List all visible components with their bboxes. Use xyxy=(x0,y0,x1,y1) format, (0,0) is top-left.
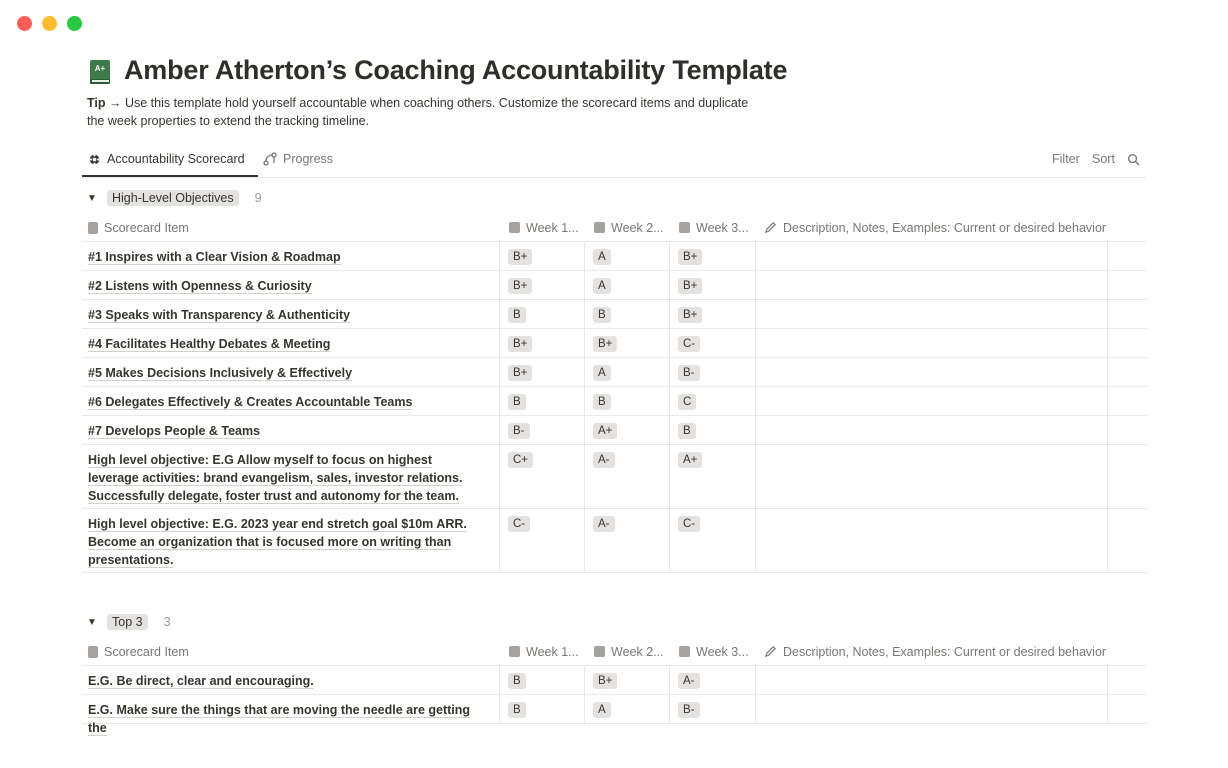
week-3-grade[interactable]: A+ xyxy=(678,452,702,468)
scorecard-item-name[interactable]: #6 Delegates Effectively & Creates Accountable Teams xyxy=(88,395,413,409)
scorecard-item-name[interactable]: High level objective: E.G Allow myself to focus on highest leverage activities: brand evangelism, sales, investor relations. Successfully delegate, foster trust and autonomy for the team. xyxy=(88,453,463,503)
column-label: Week 2... xyxy=(611,220,664,235)
table-row[interactable] xyxy=(82,242,1148,271)
table-header xyxy=(82,213,1148,242)
week-3-grade[interactable]: B+ xyxy=(678,249,702,265)
week-1-grade[interactable]: B+ xyxy=(508,278,532,294)
window-controls xyxy=(17,16,82,31)
scorecard-item-name[interactable]: High level objective: E.G. 2023 year end stretch goal $10m ARR. Become an organization that is focused more on writing than presentations. xyxy=(88,517,467,567)
table-header xyxy=(82,637,1148,666)
svg-text:A+: A+ xyxy=(94,64,106,73)
page-icon xyxy=(88,222,98,234)
scorecard-item-name[interactable]: #5 Makes Decisions Inclusively & Effectively xyxy=(88,366,353,380)
column-header-week-2[interactable] xyxy=(594,213,664,242)
week-2-grade[interactable]: B xyxy=(593,307,611,323)
scorecard-item-name[interactable]: #1 Inspires with a Clear Vision & Roadmap xyxy=(88,250,341,264)
week-3-grade[interactable]: C- xyxy=(678,336,700,352)
group-header-top-3 xyxy=(87,614,171,630)
table-row[interactable] xyxy=(82,387,1148,416)
week-2-grade[interactable]: A+ xyxy=(593,423,617,439)
table-row[interactable] xyxy=(82,509,1148,573)
scorecard-item-name[interactable]: E.G. Make sure the things that are moving the needle are getting the xyxy=(88,703,471,735)
column-header-description[interactable] xyxy=(764,637,1106,666)
week-1-grade[interactable]: B xyxy=(508,702,526,718)
tip-text: → Use this template hold yourself accountable when coaching others. Customize the scorecard items and duplicate the week properties to extend the tracking timeline. xyxy=(87,96,749,128)
select-property-icon xyxy=(594,646,605,657)
week-1-grade[interactable]: B xyxy=(508,394,526,410)
column-label: Scorecard Item xyxy=(104,644,189,659)
week-2-grade[interactable]: A- xyxy=(593,452,615,468)
week-1-grade[interactable]: B xyxy=(508,673,526,689)
table-row[interactable] xyxy=(82,695,1148,735)
minimize-window-button[interactable] xyxy=(42,16,57,31)
search-icon[interactable] xyxy=(1127,153,1140,166)
column-header-week-3[interactable] xyxy=(679,213,749,242)
scorecard-table-top-3 xyxy=(82,637,1148,735)
week-1-grade[interactable]: B xyxy=(508,307,526,323)
week-3-grade[interactable]: A- xyxy=(678,673,700,689)
scorecard-table-high-level-objectives xyxy=(82,213,1148,573)
week-2-grade[interactable]: B+ xyxy=(593,336,617,352)
week-1-grade[interactable]: C+ xyxy=(508,452,533,468)
week-2-grade[interactable]: A xyxy=(593,278,611,294)
database-views-bar xyxy=(82,146,1146,178)
pencil-icon xyxy=(764,221,777,234)
week-2-grade[interactable]: B xyxy=(593,394,611,410)
tip-callout xyxy=(87,94,767,130)
table-row[interactable] xyxy=(82,445,1148,509)
select-property-icon xyxy=(509,646,520,657)
week-1-grade[interactable]: C- xyxy=(508,516,530,532)
week-3-grade[interactable]: B xyxy=(678,423,696,439)
group-label: Top 3 xyxy=(107,614,148,630)
column-header-scorecard-item[interactable] xyxy=(88,637,189,666)
column-header-description[interactable] xyxy=(764,213,1106,242)
week-3-grade[interactable]: B- xyxy=(678,365,700,381)
week-3-grade[interactable]: B+ xyxy=(678,278,702,294)
column-label: Description, Notes, Examples: Current or desired behavior xyxy=(783,644,1107,659)
week-1-grade[interactable]: B- xyxy=(508,423,530,439)
column-label: Description, Notes, Examples: Current or desired behavior xyxy=(783,220,1107,235)
week-3-grade[interactable]: B+ xyxy=(678,307,702,323)
table-row[interactable] xyxy=(82,300,1148,329)
column-header-week-1[interactable] xyxy=(509,637,579,666)
group-label: High-Level Objectives xyxy=(107,190,239,206)
tab-progress[interactable] xyxy=(263,152,333,166)
tab-label: Accountability Scorecard xyxy=(107,152,245,166)
table-row[interactable] xyxy=(82,358,1148,387)
column-label: Week 1... xyxy=(526,644,579,659)
scorecard-item-name[interactable]: #3 Speaks with Transparency & Authenticity xyxy=(88,308,351,322)
active-tab-indicator xyxy=(82,175,258,177)
grade-book-icon[interactable] xyxy=(88,59,112,85)
week-3-grade[interactable]: C xyxy=(678,394,696,410)
column-header-week-1[interactable] xyxy=(509,213,579,242)
table-row[interactable] xyxy=(82,271,1148,300)
maximize-window-button[interactable] xyxy=(67,16,82,31)
sort-button[interactable]: Sort xyxy=(1092,152,1115,166)
table-row[interactable] xyxy=(82,416,1148,445)
page-title[interactable]: Amber Atherton’s Coaching Accountability Template xyxy=(124,55,788,85)
column-label: Week 2... xyxy=(611,644,664,659)
scorecard-item-name[interactable]: #4 Facilitates Healthy Debates & Meeting xyxy=(88,337,331,351)
select-property-icon xyxy=(509,222,520,233)
select-property-icon xyxy=(679,646,690,657)
chart-icon xyxy=(263,152,277,166)
group-count: 9 xyxy=(254,191,262,205)
week-2-grade[interactable]: A xyxy=(593,249,611,265)
week-3-grade[interactable]: C- xyxy=(678,516,700,532)
column-label: Scorecard Item xyxy=(104,220,189,235)
week-2-grade[interactable]: A xyxy=(593,702,611,718)
scorecard-item-name[interactable]: #7 Develops People & Teams xyxy=(88,424,261,438)
week-1-grade[interactable]: B+ xyxy=(508,249,532,265)
column-header-week-3[interactable] xyxy=(679,637,749,666)
week-1-grade[interactable]: B+ xyxy=(508,365,532,381)
group-header-high-level-objectives xyxy=(87,190,262,206)
pencil-icon xyxy=(764,645,777,658)
scorecard-item-name[interactable]: E.G. Be direct, clear and encouraging. xyxy=(88,674,314,688)
week-1-grade[interactable]: B+ xyxy=(508,336,532,352)
page-icon xyxy=(88,646,98,658)
column-label: Week 3... xyxy=(696,644,749,659)
close-window-button[interactable] xyxy=(17,16,32,31)
column-header-week-2[interactable] xyxy=(594,637,664,666)
group-count: 3 xyxy=(163,615,171,629)
column-label: Week 3... xyxy=(696,220,749,235)
table-row[interactable] xyxy=(82,329,1148,358)
tip-label: Tip xyxy=(87,96,106,110)
column-header-scorecard-item[interactable] xyxy=(88,213,189,242)
select-property-icon xyxy=(594,222,605,233)
week-3-grade[interactable]: B- xyxy=(678,702,700,718)
filter-button[interactable]: Filter xyxy=(1052,152,1080,166)
column-label: Week 1... xyxy=(526,220,579,235)
toggle-triangle-icon[interactable]: ▼ xyxy=(87,192,97,204)
tab-label: Progress xyxy=(283,152,334,166)
gear-icon xyxy=(88,153,101,166)
scorecard-item-name[interactable]: #2 Listens with Openness & Curiosity xyxy=(88,279,312,293)
select-property-icon xyxy=(679,222,690,233)
table-row[interactable] xyxy=(82,666,1148,695)
week-2-grade[interactable]: A xyxy=(593,365,611,381)
week-2-grade[interactable]: A- xyxy=(593,516,615,532)
toggle-triangle-icon[interactable]: ▼ xyxy=(87,616,97,628)
tab-accountability-scorecard[interactable] xyxy=(88,152,245,166)
week-2-grade[interactable]: B+ xyxy=(593,673,617,689)
